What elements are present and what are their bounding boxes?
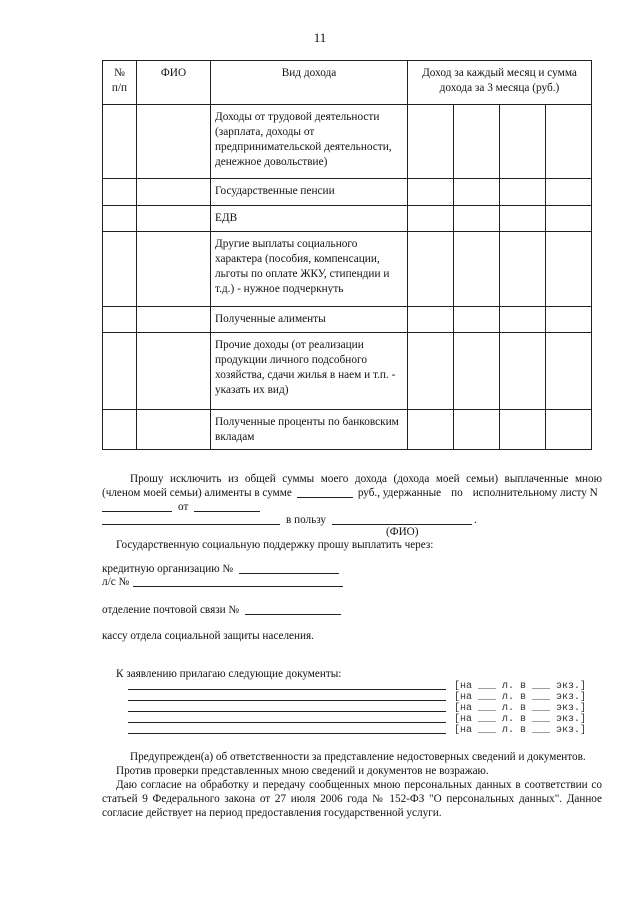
document-item — [128, 725, 598, 736]
document-name-field[interactable] — [128, 711, 446, 712]
fio-caption: (ФИО) — [386, 526, 419, 538]
document-pages-copies: [на ___ л. в ___ экз.] — [454, 703, 587, 714]
document-item — [128, 714, 598, 725]
income-table — [102, 60, 592, 450]
alimony-sum-label: (членом моей семьи) алименты в сумме — [102, 487, 292, 499]
in-favor-label: в пользу — [286, 514, 326, 526]
row-label: Государственные пенсии — [211, 179, 408, 206]
document-name-field[interactable] — [128, 722, 446, 723]
document-item — [128, 703, 598, 714]
post-office-field[interactable] — [245, 614, 341, 615]
credit-org-field[interactable] — [239, 573, 339, 574]
row-label: Прочие доходы (от реализации продукции личного подсобного хозяйства, сдачи жилья в наем и т.п. - указать их вид) — [211, 333, 408, 410]
row-label: Другие выплаты социального характера (пособия, компенсации, льготы по оплате ЖКУ, стипендии и т.д.) - нужное подчеркнуть — [211, 232, 408, 307]
table-row — [103, 333, 592, 410]
writ-number-field[interactable] — [102, 511, 172, 512]
header-income-type: Вид дохода — [211, 61, 408, 105]
no-objection-statement: Против проверки представленных мною сведений и документов не возражаю. — [116, 765, 489, 777]
account-label: л/с № — [102, 576, 130, 588]
writ-date-field[interactable] — [194, 511, 260, 512]
writ-issuer-field[interactable] — [102, 524, 280, 525]
from-label: от — [178, 501, 189, 513]
row-label: Доходы от трудовой деятельности (зарплата, доходы от предпринимательской деятельности, денежное довольствие) — [211, 105, 408, 179]
credit-org-label: кредитную организацию № — [102, 563, 234, 575]
alimony-rub-label: руб., удержанные — [357, 487, 442, 499]
post-office-line — [102, 603, 341, 618]
documents-intro: К заявлению прилагаю следующие документы: — [116, 668, 342, 680]
consent-line-2: статьей 9 Федерального закона от 27 июля 2006 года № 152-ФЗ "О персональных данных". Данное — [102, 793, 602, 805]
header-monthly-income: Доход за каждый месяц и сумма дохода за 3 месяца (руб.) — [408, 61, 592, 105]
post-office-label: отделение почтовой связи № — [102, 604, 240, 616]
alimony-by-label: по — [451, 487, 463, 499]
table-row — [103, 410, 592, 450]
consent-line-3: согласие действует на период предоставления государственной услуги. — [102, 807, 442, 819]
table-row — [103, 105, 592, 179]
document-name-field[interactable] — [128, 689, 446, 690]
documents-list — [128, 681, 598, 736]
table-row — [103, 232, 592, 307]
document-pages-copies: [на ___ л. в ___ экз.] — [454, 681, 587, 692]
alimony-line-2 — [102, 486, 602, 501]
table-row — [103, 307, 592, 333]
warned-statement: Предупрежден(а) об ответственности за представление недостоверных сведений и документов. — [130, 751, 586, 763]
table-row — [103, 206, 592, 232]
document-item — [128, 692, 598, 703]
alimony-sum-field[interactable] — [297, 497, 353, 498]
document-pages-copies: [на ___ л. в ___ экз.] — [454, 725, 587, 736]
page-number: 11 — [313, 30, 327, 45]
payment-intro: Государственную социальную поддержку прошу выплатить через: — [116, 539, 434, 551]
cash-desk-option: кассу отдела социальной защиты населения. — [102, 630, 314, 642]
account-line — [102, 575, 343, 590]
alimony-line-4: в пользу . — [102, 513, 477, 528]
document-pages-copies: [на ___ л. в ___ экз.] — [454, 692, 587, 703]
document-pages-copies: [на ___ л. в ___ экз.] — [454, 714, 587, 725]
consent-line-1: Даю согласие на обработку и передачу сообщенных мною персональных данных в соответствии со — [116, 779, 602, 791]
table-header-row — [103, 61, 592, 105]
table-row — [103, 179, 592, 206]
account-field[interactable] — [133, 586, 343, 587]
alimony-line-1: Прошу исключить из общей суммы моего дохода (дохода моей семьи) выплаченные мною — [130, 473, 602, 485]
header-fio: ФИО — [137, 61, 211, 105]
document-name-field[interactable] — [128, 700, 446, 701]
document-name-field[interactable] — [128, 733, 446, 734]
header-num: № п/п — [103, 61, 137, 105]
document-item — [128, 681, 598, 692]
alimony-writ-label: исполнительному листу N — [472, 487, 598, 499]
row-label: Полученные алименты — [211, 307, 408, 333]
row-label: Полученные проценты по банковским вкладам — [211, 410, 408, 450]
row-label: ЕДВ — [211, 206, 408, 232]
